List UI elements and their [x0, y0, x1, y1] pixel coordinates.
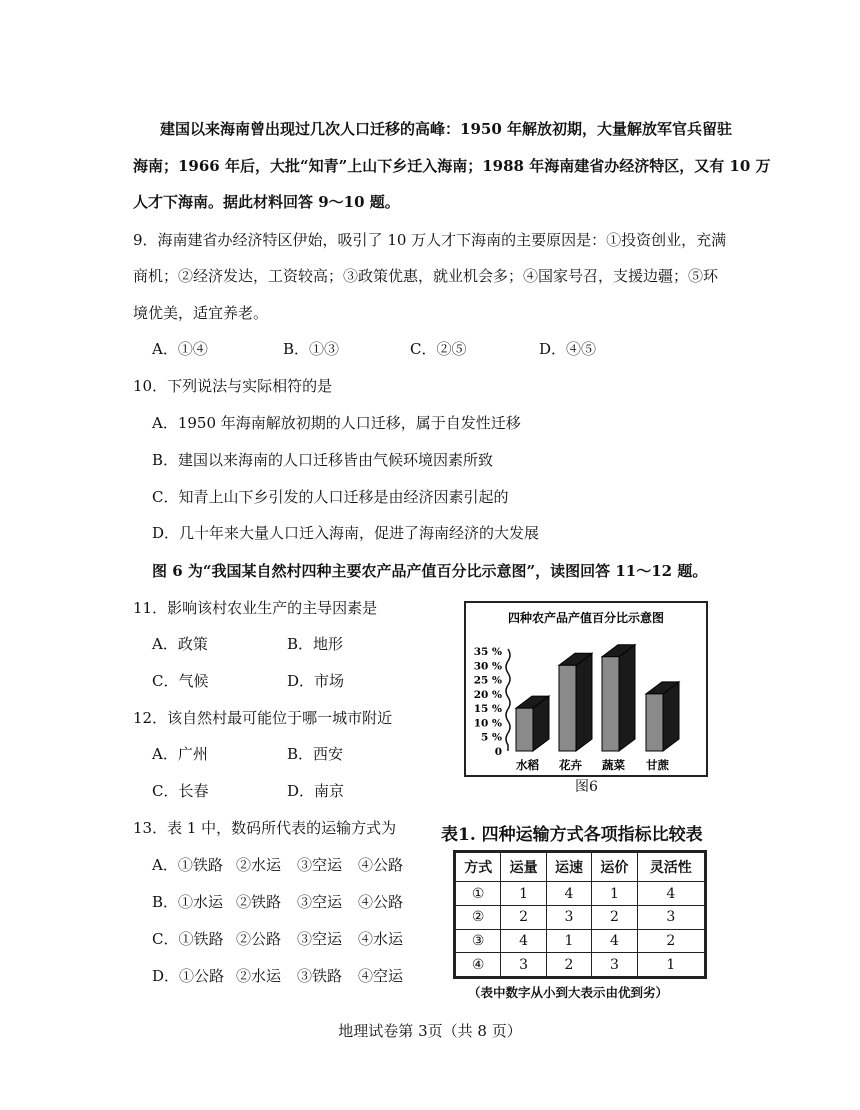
table-cell: 1 [546, 929, 591, 953]
table-cell: 2 [637, 929, 704, 953]
table-row [456, 929, 705, 953]
q9-line-3: 境优美，适宜养老。 [133, 304, 269, 322]
q9-line-1: 9．海南建省办经济特区伊始，吸引了 10 万人才下海南的主要原因是：①投资创业，充满 [133, 231, 727, 249]
q13-option-d-1: D．①公路 [152, 967, 225, 985]
page-footer: 地理试卷第 3页（共 8 页） [338, 1022, 522, 1040]
bar-side [576, 653, 592, 751]
table-cell: ① [456, 882, 501, 906]
table-header-cell: 灵活性 [637, 853, 704, 882]
bar-front [602, 657, 619, 751]
q13-option-d-2: ②水运 [236, 967, 282, 985]
bar-front [646, 694, 663, 751]
bar-1 [516, 696, 549, 751]
bar-4 [646, 682, 679, 751]
intro-line-2: 海南；1966 年后，大批“知青”上山下乡迁入海南；1988 年海南建省办经济特区，又有 10 万 [133, 157, 771, 175]
q13-option-b-4: ④公路 [358, 893, 404, 911]
table-cell: 3 [637, 905, 704, 929]
table-1 [441, 820, 716, 1005]
q11-option-b: B．地形 [287, 635, 344, 653]
q12-option-d: D．南京 [287, 782, 345, 800]
q10-stem: 10．下列说法与实际相符的是 [133, 377, 333, 395]
q13-option-a-1: A．①铁路 [152, 856, 223, 874]
q9-option-a: A．①④ [152, 340, 208, 358]
y-axis-line [506, 649, 510, 751]
table-frame [453, 850, 707, 979]
q10-option-b: B．建国以来海南的人口迁移皆由气候环境因素所致 [152, 451, 494, 469]
table-row [456, 882, 705, 906]
q11-option-a: A．政策 [152, 635, 208, 653]
q13-option-b-2: ②铁路 [236, 893, 282, 911]
table-cell: 3 [501, 953, 546, 977]
table-cell: ④ [456, 953, 501, 977]
x-category-label: 蔬菜 [602, 758, 625, 772]
table-row [456, 905, 705, 929]
x-category-label: 花卉 [559, 758, 582, 772]
q10-option-d: D．几十年来大量人口迁入海南，促进了海南经济的大发展 [152, 524, 540, 542]
table-title: 表1. 四种运输方式各项指标比较表 [441, 825, 703, 845]
q13-option-c-1: C．①铁路 [152, 930, 224, 948]
chart-title: 四种农产品产值百分比示意图 [507, 611, 665, 625]
bar-side [619, 645, 635, 751]
y-tick-label: 30 % [473, 660, 502, 673]
q10-option-c: C．知青上山下乡引发的人口迁移是由经济因素引起的 [152, 488, 509, 506]
table-cell: ② [456, 905, 501, 929]
table-cell: 2 [546, 953, 591, 977]
y-tick-label: 0 [494, 746, 502, 758]
table-cell: 1 [637, 953, 704, 977]
bar-3 [602, 645, 635, 751]
x-category-label: 甘蔗 [646, 758, 669, 772]
bar-2 [559, 653, 592, 751]
table-header-cell: 运速 [546, 853, 591, 882]
y-tick-label: 25 % [473, 674, 502, 687]
table-header-cell: 运量 [501, 853, 546, 882]
table-cell: 2 [501, 905, 546, 929]
table-cell: 2 [592, 905, 637, 929]
figure-caption: 图6 [575, 779, 598, 795]
table-header-cell: 方式 [456, 853, 501, 882]
q9-option-d: D．④⑤ [539, 340, 597, 358]
table-cell: 4 [592, 929, 637, 953]
comparison-table [455, 852, 705, 977]
q13-option-a-2: ②水运 [236, 856, 282, 874]
table-cell: 3 [592, 953, 637, 977]
x-category-label: 水稻 [516, 758, 539, 772]
q11-option-c: C．气候 [152, 672, 209, 690]
q9-option-c: C．②⑤ [410, 340, 467, 358]
figure-intro: 图 6 为“我国某自然村四种主要农产品产值百分比示意图”，读图回答 11～12 题。 [152, 562, 708, 580]
table-cell: 3 [546, 905, 591, 929]
q13-option-b-1: B．①水运 [152, 893, 224, 911]
y-tick-label: 15 % [473, 703, 502, 716]
intro-line-3: 人才下海南。据此材料回答 9～10 题。 [133, 193, 400, 211]
q11-option-d: D．市场 [287, 672, 345, 690]
bar-front [559, 665, 576, 751]
table-header-row [456, 853, 705, 882]
table-note: （表中数字从小到大表示由优到劣） [468, 985, 669, 1000]
q12-stem: 12．该自然村最可能位于哪一城市附近 [133, 709, 393, 727]
q12-option-a: A．广州 [152, 745, 208, 763]
q13-option-b-3: ③空运 [297, 893, 343, 911]
bar-chart-svg [466, 603, 706, 775]
q13-option-a-3: ③空运 [297, 856, 343, 874]
y-tick-label: 20 % [473, 688, 502, 701]
q9-line-2: 商机；②经济发达，工资较高；③政策优惠，就业机会多；④国家号召，支援边疆；⑤环 [133, 267, 719, 285]
y-tick-label: 10 % [473, 717, 502, 730]
figure-6-chart [464, 601, 708, 777]
table-cell: 4 [546, 882, 591, 906]
q13-option-c-2: ②公路 [236, 930, 282, 948]
q13-stem: 13．表 1 中，数码所代表的运输方式为 [133, 819, 397, 837]
table-row [456, 953, 705, 977]
table-cell: 1 [592, 882, 637, 906]
q13-option-d-3: ③铁路 [297, 967, 343, 985]
table-header-cell: 运价 [592, 853, 637, 882]
q10-option-a: A．1950 年海南解放初期的人口迁移，属于自发性迁移 [152, 414, 521, 432]
q11-stem: 11．影响该村农业生产的主导因素是 [133, 599, 378, 617]
table-cell: 4 [501, 929, 546, 953]
q12-option-c: C．长春 [152, 782, 209, 800]
table-cell: 4 [637, 882, 704, 906]
q13-option-d-4: ④空运 [358, 967, 404, 985]
table-cell: 1 [501, 882, 546, 906]
intro-line-1: 建国以来海南曾出现过几次人口迁移的高峰：1950 年解放初期，大量解放军官兵留驻 [160, 120, 732, 138]
table-cell: ③ [456, 929, 501, 953]
y-tick-label: 5 % [481, 731, 502, 744]
q13-option-a-4: ④公路 [358, 856, 404, 874]
q13-option-c-4: ④水运 [358, 930, 404, 948]
q9-option-b: B．①③ [283, 340, 340, 358]
bar-front [516, 708, 533, 751]
y-tick-label: 35 % [473, 646, 502, 658]
q12-option-b: B．西安 [287, 745, 344, 763]
q13-option-c-3: ③空运 [297, 930, 343, 948]
